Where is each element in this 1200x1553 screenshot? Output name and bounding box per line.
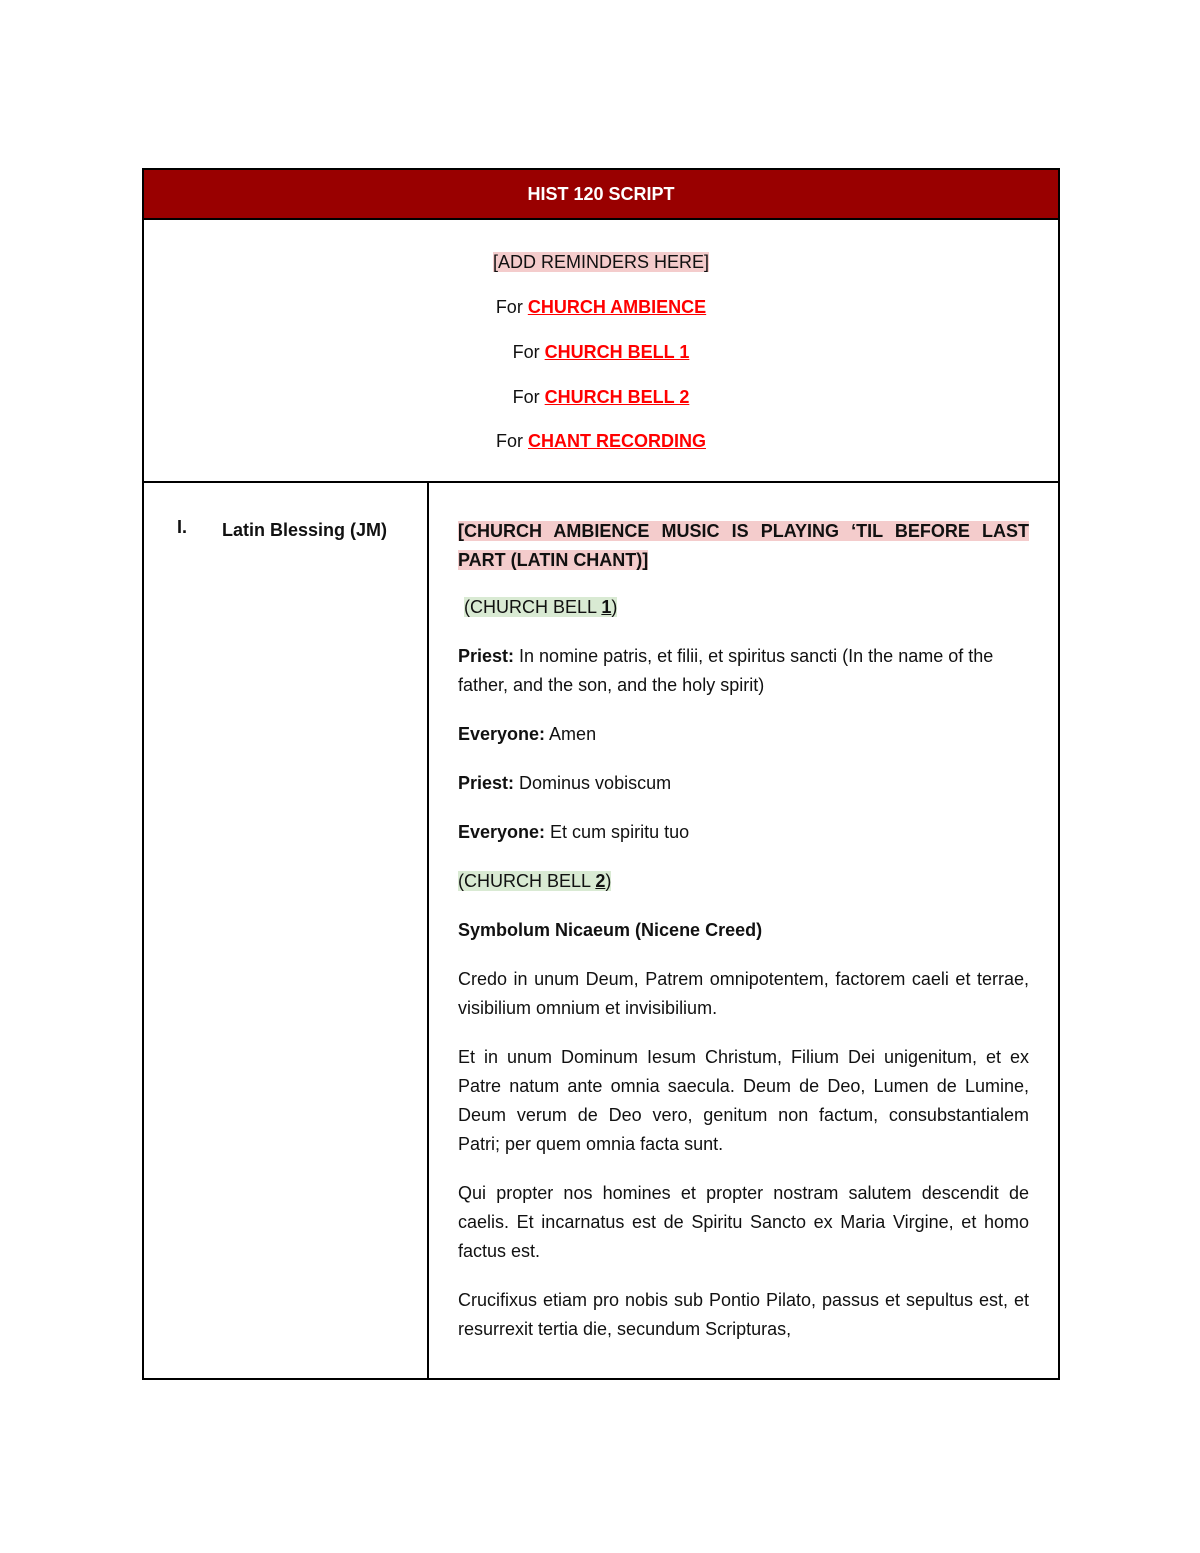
script-title: HIST 120 SCRIPT (527, 183, 675, 204)
creed-paragraph: Qui propter nos homines et propter nostram salutem descendit de caelis. Et incarnatus est de Spiritu Sancto ex Maria Virgine, et homo factus est. (458, 1183, 1029, 1261)
creed-title: Symbolum Nicaeum (Nicene Creed) (458, 920, 763, 940)
section-content-cell (429, 483, 1058, 1378)
creed-paragraph: Crucifixus etiam pro nobis sub Pontio Pilato, passus et sepultus est, et resurrexit tertia die, secundum Scripturas, (458, 1290, 1029, 1339)
script-table (142, 168, 1060, 1380)
creed-paragraph: Credo in unum Deum, Patrem omnipotentem, factorem caeli et terrae, visibilium omnium et invisibilium. (458, 969, 1029, 1018)
church-ambience-link[interactable]: CHURCH AMBIENCE (527, 297, 707, 317)
dialogue-line: Priest: Dominus vobiscum (458, 773, 672, 793)
reminder-prefix: For (495, 297, 523, 317)
reminder-prefix: For (512, 342, 540, 362)
church-bell-2-cue: (CHURCH BELL 2) (458, 871, 612, 891)
dialogue-line: Everyone: Amen (458, 724, 597, 744)
chant-recording-link[interactable]: CHANT RECORDING (528, 431, 706, 451)
section-title: Latin Blessing (JM) (222, 520, 388, 540)
dialogue-line: Everyone: Et cum spiritu tuo (458, 822, 690, 842)
reminders-note: [ADD REMINDERS HERE] (492, 252, 710, 272)
table-header (144, 170, 1058, 220)
reminders-row (144, 218, 1058, 483)
church-bell-1-cue: (CHURCH BELL 1) (464, 597, 618, 617)
dialogue-line: Priest: In nomine patris, et filii, et spiritus sancti (In the name of the father, and the son, and the holy spirit) (458, 646, 994, 695)
reminder-prefix: For (512, 387, 540, 407)
church-bell-2-link[interactable]: CHURCH BELL 2 (544, 387, 690, 407)
reminder-prefix: For (495, 431, 523, 451)
script-content (458, 517, 1029, 1364)
music-cue: [CHURCH AMBIENCE MUSIC IS PLAYING ‘TIL BEFORE LAST PART (LATIN CHANT)] (458, 521, 1029, 570)
section-number: I. (177, 517, 188, 537)
creed-paragraph: Et in unum Dominum Iesum Christum, Filium Dei unigenitum, et ex Patre natum ante omnia saecula. Deum de Deo, Lumen de Lumine, Deum verum de Deo vero, genitum non factum, consubstantialem Patri; per quem omnia facta sunt. (458, 1047, 1029, 1154)
section-label-cell (144, 483, 429, 1378)
church-bell-1-link[interactable]: CHURCH BELL 1 (544, 342, 690, 362)
